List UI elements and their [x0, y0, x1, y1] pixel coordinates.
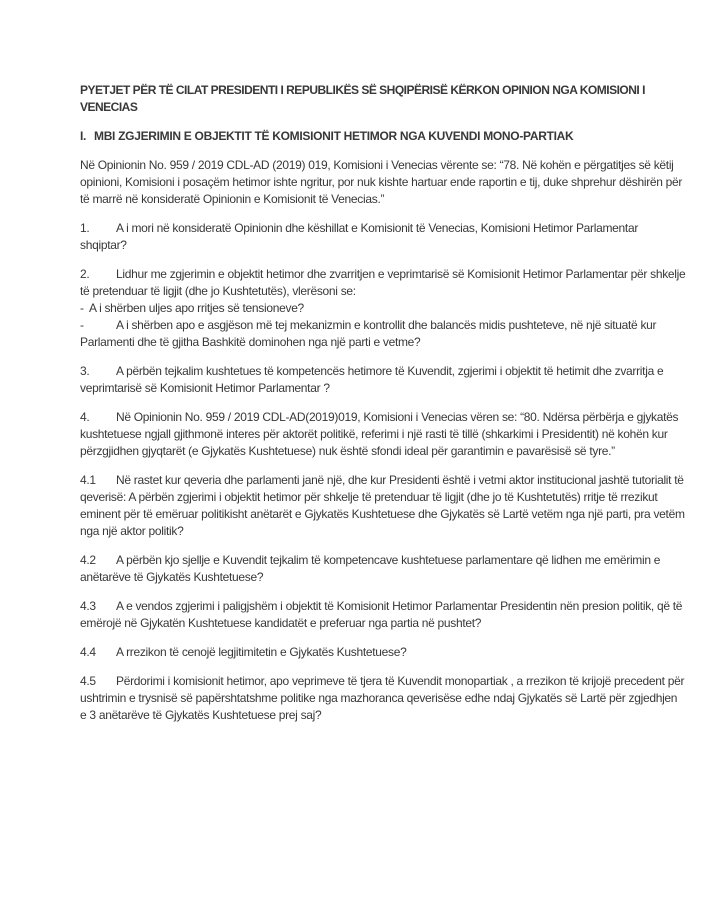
- question-number: 4.4: [80, 645, 96, 659]
- question-number: 4.2: [80, 553, 96, 567]
- question-number: 4.3: [80, 599, 96, 613]
- sub-bullet-2: [80, 317, 686, 351]
- question-number: 4.5: [80, 674, 96, 688]
- question-number: 4.1: [80, 473, 96, 487]
- question-text: Lidhur me zgjerimin e objektit hetimor dhe zvarritjen e veprimtarisë së Komisionit Hetimor Parlamentar për shkelje të pretenduar të ligjit (dhe jo Kushtetutës), vlerësoni se:: [80, 267, 686, 298]
- question-lead: [80, 266, 686, 300]
- question-item-4-2: [80, 552, 686, 586]
- question-item-1: [80, 220, 686, 254]
- section-numeral: I.: [80, 129, 87, 143]
- question-item-4-5: [80, 673, 686, 724]
- dash-marker: -: [80, 318, 84, 332]
- sub-bullet-text: A i shërben uljes apo rritjes së tensioneve?: [89, 301, 304, 315]
- sub-bullet-text: A i shërben apo e asgjëson më tej mekanizmin e kontrollit dhe balancës midis pushteteve, në një situatë kur Parlamenti dhe të gjitha Bashkitë dominohen nga një parti e vetme?: [80, 318, 657, 349]
- question-text: A i mori në konsideratë Opinionin dhe këshillat e Komisionit të Venecias, Komisioni Hetimor Parlamentar shqiptar?: [80, 221, 639, 252]
- question-number: 2.: [80, 267, 90, 281]
- question-item-4-4: [80, 644, 686, 661]
- question-text: Në Opinionin No. 959 / 2019 CDL-AD(2019)019, Komisioni i Venecias vëren se: “80. Ndërsa përbërja e gjykatës kushtetuese ngjall gjithmonë interes për aktorët politikë, referimi i një rasti të tillë (shkarkimi i Presidentit) në kohën kur përzgjidhen gjyqtarët (e Gjykatës Kushtetuese) nuk është sfondi ideal për garantimin e pavarësisë së tyre.”: [80, 410, 679, 458]
- document-title: PYETJET PËR TË CILAT PRESIDENTI I REPUBLIKËS SË SHQIPËRISË KËRKON OPINION NGA KOMISIONI I VENECIAS: [80, 83, 645, 114]
- question-item-2: [80, 266, 686, 351]
- question-text: Përdorimi i komisionit hetimor, apo veprimeve të tjera të Kuvendit monopartiak , a rrezikon të krijojë precedent për ushtrimin e trysnisë së papërshtatshme politike nga mazhoranca qeverisëse edhe ndaj Gjykatës së Lartë për zgjedhjen e 3 anëtarëve të Gjykatës Kushtetuese prej saj?: [80, 674, 685, 722]
- question-number: 3.: [80, 364, 90, 378]
- section-heading: [80, 128, 686, 145]
- question-item-4-1: [80, 472, 686, 540]
- question-text: Në rastet kur qeveria dhe parlamenti janë një, dhe kur Presidenti është i vetmi aktor institucional jashtë tutorialit të qeverisë: A përbën zgjerimi i objektit hetimor për shkelje të pretenduar të ligjit (dhe jo të Kushtetutës) rritje të rrezikut eminent për të emëruar politikisht anëtarët e Gjykatës Kushtetuese dhe Gjykatës së Lartë vetëm nga një parti, pra vetëm nga një aktor politik?: [80, 473, 685, 538]
- question-number: 1.: [80, 221, 90, 235]
- intro-paragraph: Në Opinionin No. 959 / 2019 CDL-AD (2019) 019, Komisioni i Venecias vërente se: “78. Në kohën e përgatitjes së këtij opinioni, Komisioni i posaçëm hetimor ishte ngritur, por nuk kishte hartuar ende raportin e tij, duke shprehur dëshirën për të marrë në konsideratë Opinionin e Komisionit të Venecias.”: [80, 158, 683, 206]
- question-text: A përbën tejkalim kushtetues të kompetencës hetimore të Kuvendit, zgjerimi i objektit të hetimit dhe zvarritja e veprimtarisë së Komisionit Hetimor Parlamentar ?: [80, 364, 664, 395]
- question-text: A rrezikon të cenojë legjitimitetin e Gjykatës Kushtetuese?: [116, 645, 407, 659]
- question-item-3: [80, 363, 686, 397]
- question-text: A përbën kjo sjellje e Kuvendit tejkalim të kompetencave kushtetuese parlamentare që lidhen me emërimin e anëtarëve të Gjykatës Kushtetuese?: [80, 553, 661, 584]
- question-item-4: [80, 409, 686, 460]
- question-number: 4.: [80, 410, 90, 424]
- dash-marker: -: [80, 301, 84, 315]
- question-text: A e vendos zgjerimi i paligjshëm i objektit të Komisionit Hetimor Parlamentar Presidentin nën presion politik, që të emërojë në Gjykatën Kushtetuese kandidatët e preferuar nga partia në pushtet?: [80, 599, 683, 630]
- sub-bullet-1: [80, 300, 686, 317]
- question-item-4-3: [80, 598, 686, 632]
- section-heading-text: MBI ZGJERIMIN E OBJEKTIT TË KOMISIONIT HETIMOR NGA KUVENDI MONO-PARTIAK: [94, 129, 574, 143]
